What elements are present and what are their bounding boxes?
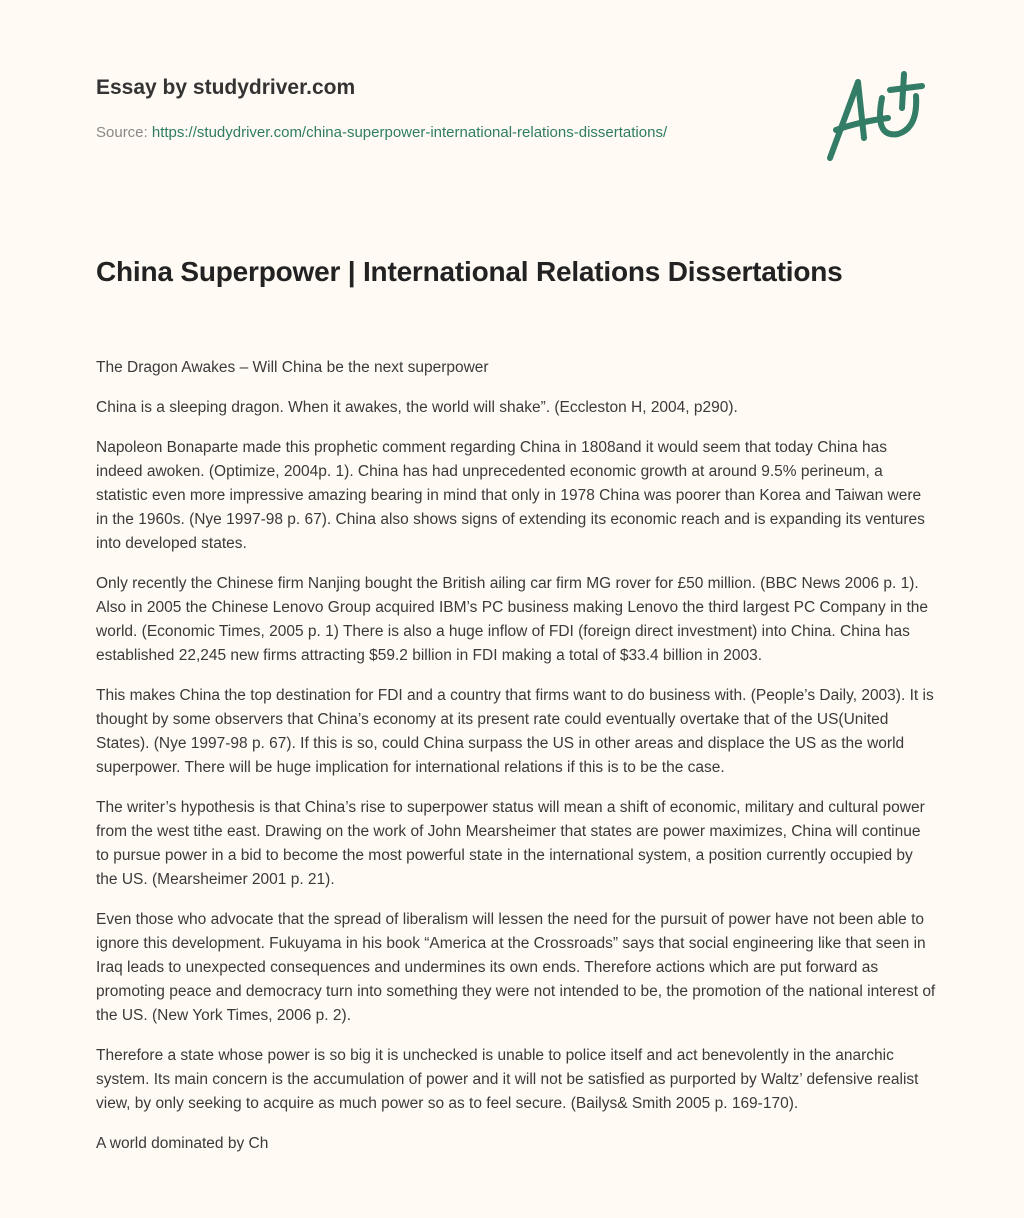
paragraph: This makes China the top destination for FDI and a country that firms want to do business with. (People’s Daily, 2003). It is thought by some observers that China’s economy at its present rate could eventually overtake that of the US(United States). (Nye 1997-98 p. 67). If this is so, could China surpass the US in other areas and displace the US as the world superpower. There will be huge implication for international relations if this is to be the case. bbox=[96, 687, 934, 776]
paragraph: The Dragon Awakes – Will China be the next superpower bbox=[96, 359, 489, 376]
site-brand: Essay by studydriver.com bbox=[96, 76, 356, 99]
source-label: Source: bbox=[96, 124, 148, 141]
page-title: China Superpower | International Relations Dissertations bbox=[96, 256, 843, 287]
source-link[interactable]: https://studydriver.com/china-superpower-international-relations-dissertations/ bbox=[151, 124, 668, 141]
paragraph: Napoleon Bonaparte made this prophetic comment regarding China in 1808and it would seem that today China has indeed awoken. (Optimize, 2004p. 1). China has had unprecedented economic growth at around 9.5% perineum, a statistic even more impressive amazing bearing in mind that only in 1978 China was poorer than Korea and Taiwan were in the 1960s. (Nye 1997-98 p. 67). China also shows signs of extending its economic reach and is expanding its ventures into developed states. bbox=[96, 439, 925, 552]
paragraph: Therefore a state whose power is so big it is unchecked is unable to police itself and act benevolently in the anarchic system. Its main concern is the accumulation of power and it will not be satisfied as purported by Waltz’ defensive realist view, by only seeking to acquire as much power so as to feel secure. (Bailys& Smith 2005 p. 169-170). bbox=[96, 1047, 919, 1112]
paragraph: A world dominated by Ch bbox=[96, 1135, 269, 1152]
paragraph: Only recently the Chinese firm Nanjing bought the British ailing car firm MG rover for £50 million. (BBC News 2006 p. 1). Also in 2005 the Chinese Lenovo Group acquired IBM’s PC business making Lenovo the third largest PC Company in the world. (Economic Times, 2005 p. 1) There is also a huge inflow of FDI (foreign direct investment) into China. China has established 22,245 new firms attracting $59.2 billion in FDI making a total of $33.4 billion in 2003. bbox=[96, 575, 929, 664]
a-plus-logo-icon bbox=[818, 68, 928, 168]
paragraph: The writer’s hypothesis is that China’s rise to superpower status will mean a shift of economic, military and cultural power from the west tithe east. Drawing on the work of John Mearsheimer that states are power maximizes, China will continue to pursue power in a bid to become the most powerful state in the international system, a position currently occupied by the US. (Mearsheimer 2001 p. 21). bbox=[96, 799, 925, 888]
source-line bbox=[96, 124, 667, 141]
paragraph: China is a sleeping dragon. When it awakes, the world will shake”. (Eccleston H, 2004, p290). bbox=[96, 399, 738, 416]
essay-body bbox=[96, 356, 936, 1172]
paragraph: Even those who advocate that the spread of liberalism will lessen the need for the pursuit of power have not been able to ignore this development. Fukuyama in his book “America at the Crossroads” says that social engineering like that seen in Iraq leads to unexpected consequences and undermines its own ends. Therefore actions which are put forward as promoting peace and democracy turn into something they were not intended to be, the promotion of the national interest of the US. (New York Times, 2006 p. 2). bbox=[96, 911, 936, 1024]
